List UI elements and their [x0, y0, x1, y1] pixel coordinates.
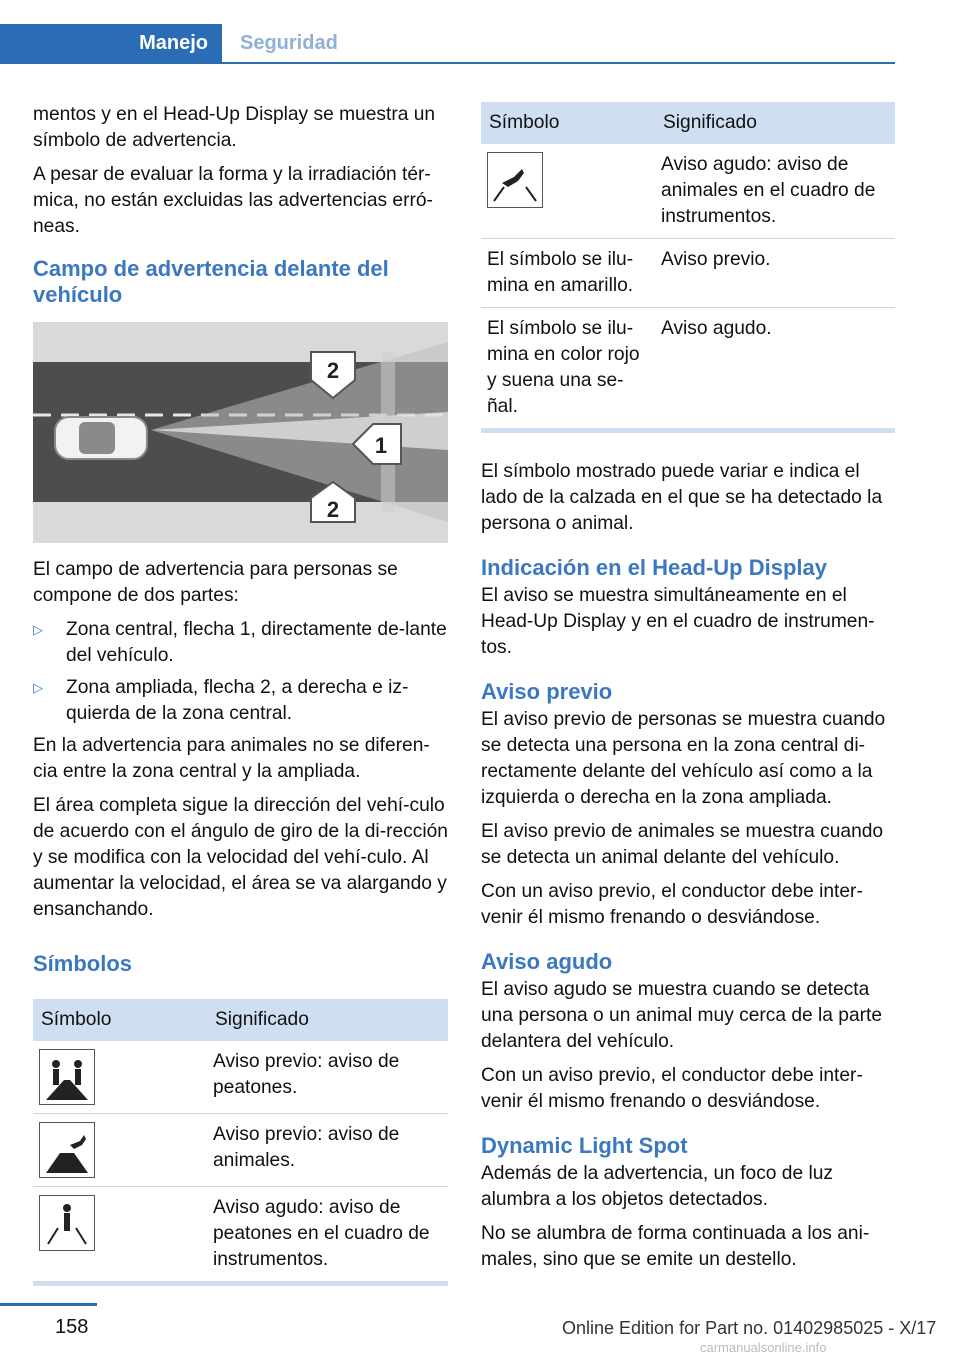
- pedestrian-warning-icon: [39, 1049, 95, 1105]
- tab-seguridad[interactable]: Seguridad: [240, 32, 338, 54]
- table-row: Aviso previo: aviso de peatones.: [33, 1041, 448, 1114]
- list-item: ▷ Zona ampliada, flecha 2, a derecha e iz-quierda de la zona central.: [33, 675, 448, 727]
- page-header: [0, 24, 895, 64]
- page-number: 158: [55, 1316, 89, 1338]
- table-row: Aviso previo: aviso de animales.: [33, 1114, 448, 1187]
- list-item: ▷ Zona central, flecha 1, directamente de-lante del vehículo.: [33, 617, 448, 669]
- paragraph: No se alumbra de forma continuada a los ani-males, sino que se emite un destello.: [481, 1223, 870, 1270]
- animal-warning-icon: [39, 1122, 95, 1178]
- heading-aviso-agudo: Aviso agudo: [481, 949, 613, 974]
- symbols-table-continued: [481, 102, 895, 428]
- paragraph: El aviso se muestra simultáneamente en el Head-Up Display y en el cuadro de instrumen-tos.: [481, 585, 875, 658]
- heading-aviso-previo: Aviso previo: [481, 679, 613, 704]
- table-row: El símbolo se ilu-mina en amarillo. Aviso previo.: [481, 239, 895, 308]
- column-header-simbolo: Símbolo: [481, 102, 655, 144]
- left-column: [33, 102, 448, 1286]
- paragraph: El área completa sigue la dirección del vehí-culo de acuerdo con el ángulo de giro de la di-rección y se modifica con la velocidad del vehí-culo. Al aumentar la velocidad, el área se va alargando y ensanchando.: [33, 795, 448, 920]
- watermark: carmanualsonline.info: [700, 1340, 827, 1355]
- table-end-bar: [481, 428, 895, 433]
- paragraph: En la advertencia para animales no se diferen-cia entre la zona central y la ampliada.: [33, 735, 430, 782]
- triangle-bullet-icon: ▷: [33, 622, 43, 637]
- paragraph: A pesar de evaluar la forma y la irradiación tér-mica, no están excluidas las advertencias erró-neas.: [33, 164, 433, 237]
- column-header-significado: Significado: [655, 102, 895, 144]
- column-header-simbolo: Símbolo: [33, 999, 207, 1041]
- symbols-table: [33, 999, 448, 1281]
- warning-field-figure: [33, 322, 448, 543]
- label-two-bottom: 2: [326, 497, 340, 522]
- column-header-significado: Significado: [207, 999, 448, 1041]
- table-row: Aviso agudo: aviso de animales en el cuadro de instrumentos.: [481, 144, 895, 239]
- paragraph: El aviso agudo se muestra cuando se detecta una persona o un animal muy cerca de la parte delantera del vehículo.: [481, 979, 883, 1052]
- car-icon: [55, 417, 147, 459]
- heading-indicacion: Indicación en el Head-Up Display: [481, 555, 827, 580]
- triangle-bullet-icon: ▷: [33, 680, 43, 695]
- paragraph: Con un aviso previo, el conductor debe inter-venir él mismo frenando o desviándose.: [481, 881, 863, 928]
- paragraph: El aviso previo de animales se muestra cuando se detecta un animal delante del vehículo.: [481, 821, 884, 868]
- table-row: Aviso agudo: aviso de peatones en el cuadro de instrumentos.: [33, 1187, 448, 1282]
- edition-note: Online Edition for Part no. 01402985025 - X/17: [562, 1318, 937, 1338]
- pedestrian-acute-warning-icon: [39, 1195, 95, 1251]
- footer-divider: [0, 1303, 97, 1306]
- label-two-top: 2: [326, 358, 340, 383]
- heading-simbolos: Símbolos: [33, 951, 133, 976]
- animal-acute-warning-icon: [487, 152, 543, 208]
- table-end-bar: [33, 1281, 448, 1286]
- heading-campo: Campo de advertencia delante del vehículo: [33, 256, 389, 307]
- paragraph: El aviso previo de personas se muestra cuando se detecta una persona en la zona central di-rectamente delante del vehículo así como a la izquierda o derecha en la zona ampliada.: [481, 709, 886, 808]
- tab-manejo[interactable]: Manejo: [0, 24, 222, 62]
- paragraph: Con un aviso previo, el conductor debe inter-venir él mismo frenando o desviándose.: [481, 1065, 863, 1112]
- label-one: 1: [374, 433, 388, 458]
- heading-dynamic-light-spot: Dynamic Light Spot: [481, 1133, 688, 1158]
- table-row: El símbolo se ilu-mina en color rojo y suena una se-ñal. Aviso agudo.: [487, 318, 772, 417]
- paragraph: Además de la advertencia, un foco de luz alumbra a los objetos detectados.: [481, 1163, 833, 1210]
- paragraph: El campo de advertencia para personas se compone de dos partes:: [33, 559, 398, 606]
- paragraph: El símbolo mostrado puede variar e indica el lado de la calzada en el que se ha detectado la persona o animal.: [481, 461, 883, 534]
- paragraph: mentos y en el Head-Up Display se muestra un símbolo de advertencia.: [33, 104, 436, 151]
- warning-field-diagram: [33, 322, 448, 543]
- right-column: [481, 102, 895, 1281]
